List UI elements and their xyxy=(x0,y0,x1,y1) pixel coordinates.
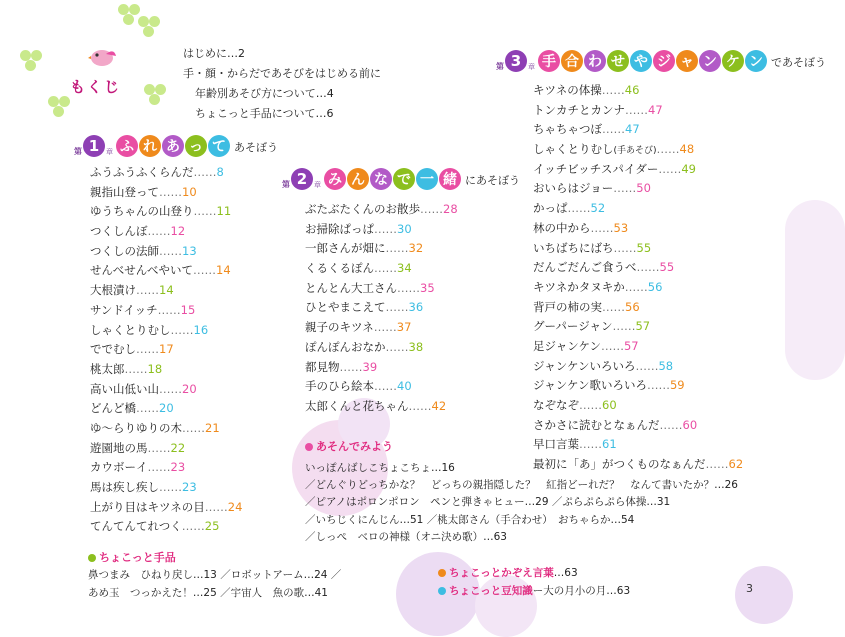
chapter-suffix: 章 xyxy=(106,148,113,156)
toc-item-name: 大根漬け xyxy=(90,283,136,298)
clover-decoration xyxy=(20,50,42,72)
toc-item-name: 馬は疾し疾し xyxy=(90,480,159,494)
page-title: もくじ xyxy=(70,78,122,96)
toc-item xyxy=(533,298,743,318)
green-dot-icon xyxy=(88,554,96,562)
title-char-ball: ャ xyxy=(676,50,698,72)
toc-item xyxy=(533,81,743,101)
toc-leader: …… xyxy=(385,241,409,256)
toc-item-name: おいらはジョー xyxy=(533,181,614,196)
toc-item-name: ででむし xyxy=(90,342,136,357)
title-char-ball: て xyxy=(208,135,230,157)
toc-item-name: せんべせんべやいて xyxy=(90,263,194,278)
toc-item-page: 13 xyxy=(182,243,197,258)
asobi-line: ／ピアノはポロンポロン ペンと弾きゃヒュー…29 ／ぷらぷらぷら体操…31 xyxy=(305,496,671,509)
toc-item xyxy=(90,439,242,459)
title-char-ball: っ xyxy=(185,135,207,157)
toc-item-page: 42 xyxy=(431,398,447,413)
toc-item-page: 30 xyxy=(397,221,412,236)
chotto-line: 鼻つまみ ひねり戻し…13 ／ロボットアーム…24 ／ xyxy=(88,569,342,581)
extra-label: ちょこっと豆知識 xyxy=(449,585,533,597)
toc-item xyxy=(533,396,743,416)
toc-item xyxy=(533,278,743,298)
toc-item-name: サンドイッチ xyxy=(90,302,158,317)
toc-item-page: 61 xyxy=(602,437,617,452)
toc-leader: …… xyxy=(385,339,409,354)
extra-line xyxy=(438,582,630,600)
toc-item-name: キツネの体操 xyxy=(533,83,602,97)
toc-item xyxy=(90,183,242,203)
bullet-dot-icon xyxy=(438,587,446,595)
toc-item xyxy=(90,380,242,400)
toc-leader: …… xyxy=(182,420,205,435)
toc-item xyxy=(90,517,242,537)
toc-item-page: 36 xyxy=(408,300,424,315)
intro-line: はじめに…2 xyxy=(183,47,245,60)
title-char-ball: や xyxy=(630,50,652,72)
toc-item-page: 47 xyxy=(648,102,663,117)
title-char-ball: ン xyxy=(699,50,721,72)
toc-leader: …… xyxy=(613,181,637,196)
intro-line: ちょこっと手品について…6 xyxy=(195,107,334,120)
toc-leader: …… xyxy=(374,379,397,394)
toc-leader: …… xyxy=(656,142,680,157)
toc-leader: …… xyxy=(420,202,443,216)
toc-item xyxy=(533,376,743,396)
toc-item-page: 50 xyxy=(636,181,651,196)
toc-item xyxy=(533,179,743,199)
toc-leader: …… xyxy=(567,201,591,216)
toc-item xyxy=(90,399,242,419)
toc-leader: …… xyxy=(159,480,182,494)
chapter-1-list xyxy=(90,163,242,537)
toc-leader: …… xyxy=(705,457,729,472)
toc-leader: …… xyxy=(374,221,397,236)
toc-leader: …… xyxy=(646,378,670,393)
toc-item xyxy=(533,101,743,121)
toc-item xyxy=(90,478,242,498)
toc-item-name: とんとん大工さん xyxy=(305,280,397,295)
toc-item xyxy=(305,397,458,417)
chapter-3-heading xyxy=(496,50,826,72)
toc-item xyxy=(533,239,743,259)
toc-leader: …… xyxy=(579,437,602,452)
toc-item-name: 林の中から xyxy=(533,220,591,235)
toc-item-name: 一郎さんが畑に xyxy=(305,241,386,256)
toc-item xyxy=(90,163,242,183)
toc-leader: …… xyxy=(397,280,420,295)
title-char-ball: ジ xyxy=(653,50,675,72)
toc-item-page: 18 xyxy=(147,361,163,376)
chotto-heading xyxy=(88,549,176,565)
toc-item-page: 10 xyxy=(182,184,197,199)
toc-item-page: 15 xyxy=(180,302,196,317)
toc-item-name: だんごだんご食うべ xyxy=(533,260,637,275)
toc-item-page: 12 xyxy=(170,224,186,239)
chapter-suffix: 章 xyxy=(314,181,321,189)
toc-item xyxy=(305,318,458,338)
toc-item-page: 24 xyxy=(227,499,243,514)
toc-item xyxy=(533,140,743,160)
toc-item-name: 背戸の柿の実 xyxy=(533,299,602,314)
toc-item-page: 56 xyxy=(625,299,640,314)
toc-item-page: 60 xyxy=(602,398,617,412)
toc-leader: …… xyxy=(635,358,659,373)
extra-line xyxy=(438,564,630,582)
toc-item-name: 高い山低い山 xyxy=(90,381,159,396)
toc-item xyxy=(90,301,242,321)
toc-item-note: (手あそび) xyxy=(613,146,657,157)
toc-item-name: 手のひら絵本 xyxy=(305,379,374,394)
toc-item-page: 8 xyxy=(216,165,224,179)
toc-item-name: ぶたぶたくんのお散歩 xyxy=(305,202,420,216)
toc-leader: …… xyxy=(659,417,683,432)
toc-item-name: グーパージャン xyxy=(533,319,613,334)
toc-item-page: 49 xyxy=(681,161,696,176)
toc-item xyxy=(90,360,242,380)
toc-item xyxy=(305,377,458,397)
chotto-title-text: ちょこっと手品 xyxy=(99,551,176,564)
toc-leader: …… xyxy=(159,243,182,258)
toc-item-name: てんてんてれつく xyxy=(90,519,182,534)
toc-item-name: ひとやまこえて xyxy=(305,300,386,315)
toc-item-page: 60 xyxy=(682,417,698,432)
toc-item-name: 親子のキツネ xyxy=(305,320,374,335)
toc-item-name: トンカチとカンナ xyxy=(533,102,625,117)
toc-item xyxy=(533,435,743,455)
toc-item-page: 21 xyxy=(205,420,220,435)
toc-item xyxy=(305,259,458,279)
toc-item-name: 上がり目はキツネの目 xyxy=(90,499,205,514)
toc-item-page: 53 xyxy=(613,220,629,235)
toc-leader: …… xyxy=(374,261,397,276)
chotto-list xyxy=(88,566,341,602)
toc-item-page: 52 xyxy=(590,201,606,216)
toc-item-name: 遊園地の馬 xyxy=(90,440,148,455)
decor-circle xyxy=(735,566,793,624)
title-char-ball: 一 xyxy=(416,168,438,190)
toc-item xyxy=(533,199,743,219)
asobi-line: ／どんぐりどっちかな？ どっちの親指隠した？ 紅指どーれだ？ なんて書いたか？…26 xyxy=(305,479,738,492)
decor-circle xyxy=(785,200,845,380)
toc-leader: …… xyxy=(612,319,636,334)
asobi-line: いっぽんばしこちょこちょ…16 xyxy=(305,462,455,474)
title-char-ball: ン xyxy=(745,50,767,72)
toc-item-name: ゆ〜らりゆりの木 xyxy=(90,420,182,435)
toc-leader: …… xyxy=(147,460,171,475)
toc-leader: …… xyxy=(373,320,397,335)
extras-list xyxy=(438,564,630,600)
title-char-ball: な xyxy=(370,168,392,190)
toc-item-page: 25 xyxy=(204,519,220,534)
toc-item-name: お掃除ぱっぱ xyxy=(305,221,374,236)
toc-item-page: 55 xyxy=(659,260,675,275)
toc-item-name: 桃太郎 xyxy=(90,361,125,376)
toc-item-page: 47 xyxy=(625,122,640,137)
toc-item-name: 足ジャンケン xyxy=(533,338,601,353)
title-char-ball: ん xyxy=(347,168,369,190)
toc-leader: …… xyxy=(204,499,228,514)
intro-line: 年齢別あそび方について…4 xyxy=(195,87,334,100)
toc-item-page: 32 xyxy=(408,241,424,256)
title-char-ball: せ xyxy=(607,50,629,72)
toc-leader: …… xyxy=(181,519,205,534)
toc-leader: …… xyxy=(136,401,159,416)
toc-item xyxy=(533,160,743,180)
asobi-line: ／いちじくにんじん…51 ／桃太郎さん（手合わせ） おちゃらか…54 xyxy=(305,513,635,526)
toc-leader: …… xyxy=(625,102,648,117)
toc-item-name: つくしの法師 xyxy=(90,243,159,258)
toc-item-page: 59 xyxy=(669,378,685,393)
toc-leader: …… xyxy=(385,300,409,315)
chapter-title-tail: であそぼう xyxy=(771,56,826,69)
toc-item-name: 最初に「あ」がつくものなぁんだ xyxy=(533,457,706,472)
toc-item-name: ゆうちゃんの山登り xyxy=(90,204,194,219)
toc-item-page: 46 xyxy=(624,83,640,97)
toc-item-page: 17 xyxy=(159,342,174,357)
toc-item-name: いちばちにばち xyxy=(533,240,614,255)
chapter-prefix: 第 xyxy=(282,180,290,189)
chapter-title-tail: あそぼう xyxy=(234,141,278,154)
title-char-ball: ケ xyxy=(722,50,744,72)
toc-leader: …… xyxy=(157,302,181,317)
toc-item-name: しゃくとりむし xyxy=(90,322,171,337)
extra-label: ちょこっとかぞえ言葉 xyxy=(449,567,554,579)
chapter-number-badge: 1 xyxy=(83,135,105,157)
toc-item-name: ちゃちゃつぼ xyxy=(533,122,602,137)
toc-item-name: 都見物 xyxy=(305,359,340,374)
toc-item xyxy=(90,222,242,242)
toc-item-page: 58 xyxy=(658,358,674,373)
clover-decoration xyxy=(118,4,140,26)
toc-item-page: 14 xyxy=(159,283,174,298)
toc-item xyxy=(305,200,458,220)
toc-item xyxy=(90,202,242,222)
toc-leader: …… xyxy=(136,342,159,357)
toc-item-page: 20 xyxy=(182,381,197,396)
toc-item-name: なぞなぞ xyxy=(533,398,579,412)
bird-icon xyxy=(88,46,118,68)
toc-item-page: 11 xyxy=(216,204,232,219)
toc-item-page: 22 xyxy=(170,440,186,455)
toc-item-name: ジャンケンいろいろ xyxy=(533,358,636,373)
chapter-suffix: 章 xyxy=(528,63,535,71)
toc-item-name: さかさに読むとなぁんだ xyxy=(533,417,660,432)
toc-item-page: 57 xyxy=(623,338,639,353)
mokuji-emblem xyxy=(58,40,158,120)
toc-item-page: 55 xyxy=(636,240,652,255)
toc-item xyxy=(533,219,743,239)
toc-item-name: どんど橋 xyxy=(90,401,136,416)
toc-item-page: 14 xyxy=(216,263,231,278)
chapter-number-badge: 3 xyxy=(505,50,527,72)
toc-leader: …… xyxy=(602,299,625,314)
toc-item-name: かっぱ xyxy=(533,201,568,216)
toc-leader: …… xyxy=(124,361,148,376)
toc-leader: …… xyxy=(339,359,363,374)
clover-decoration xyxy=(138,16,160,38)
toc-leader: …… xyxy=(193,204,217,219)
asobi-title-text: あそんでみよう xyxy=(316,440,393,453)
title-char-ball: 緒 xyxy=(439,168,461,190)
toc-item-name: ふうふうふくらんだ xyxy=(90,165,194,179)
title-char-ball: ふ xyxy=(116,135,138,157)
toc-leader: …… xyxy=(193,263,217,278)
toc-leader: …… xyxy=(601,83,625,97)
toc-item xyxy=(90,242,242,262)
toc-item-page: 37 xyxy=(396,320,412,335)
asobi-line: ／しっぺ ベロの神様（オニ決め歌）…63 xyxy=(305,530,507,543)
toc-leader: …… xyxy=(579,398,602,412)
chotto-line: あめ玉 つっかえた！…25 ／宇宙人 魚の歌…41 xyxy=(88,587,328,599)
intro-list xyxy=(183,44,381,124)
title-char-ball: で xyxy=(393,168,415,190)
toc-leader: …… xyxy=(602,122,625,137)
toc-item xyxy=(90,340,242,360)
toc-item-page: 38 xyxy=(408,339,424,354)
toc-leader: …… xyxy=(170,322,194,337)
toc-item xyxy=(533,317,743,337)
toc-item-name: くるくるぽん xyxy=(305,261,374,276)
toc-item-name: キツネかタヌキか xyxy=(533,279,625,294)
chapter-prefix: 第 xyxy=(74,147,82,156)
toc-leader: …… xyxy=(147,224,171,239)
chapter-3-list xyxy=(533,81,743,475)
toc-item-page: 28 xyxy=(443,202,458,216)
title-char-ball: れ xyxy=(139,135,161,157)
title-char-ball: 合 xyxy=(561,50,583,72)
toc-item xyxy=(533,357,743,377)
intro-line: 手・顔・からだであそびをはじめる前に xyxy=(183,67,381,80)
chapter-2-heading xyxy=(282,168,520,190)
toc-item xyxy=(305,358,458,378)
toc-leader: …… xyxy=(408,398,432,413)
toc-item-name: ぽんぽんおなか xyxy=(305,339,386,354)
toc-item xyxy=(305,338,458,358)
toc-item xyxy=(533,120,743,140)
toc-leader: …… xyxy=(159,381,182,396)
toc-item-name: ジャンケン歌いろいろ xyxy=(533,378,647,393)
toc-leader: …… xyxy=(600,338,624,353)
chapter-2-list xyxy=(305,200,458,417)
toc-item-page: 23 xyxy=(170,460,186,475)
toc-item-page: 56 xyxy=(647,279,663,294)
toc-item-name: イッチビッチスパイダー xyxy=(533,161,659,176)
toc-item-name: 太郎くんと花ちゃん xyxy=(305,398,409,413)
toc-item-page: 34 xyxy=(397,261,412,276)
toc-leader: …… xyxy=(159,184,182,199)
toc-item xyxy=(305,298,458,318)
toc-item-name: つくしんぼ xyxy=(90,224,148,239)
toc-item-page: 23 xyxy=(182,480,197,494)
extra-rest: ー大の月小の月…63 xyxy=(532,585,631,597)
toc-item xyxy=(533,416,743,436)
toc-item-page: 40 xyxy=(397,379,412,394)
toc-item xyxy=(305,220,458,240)
toc-item-page: 35 xyxy=(420,280,435,295)
page-number: 3 xyxy=(746,582,753,595)
toc-item xyxy=(533,258,743,278)
toc-leader: …… xyxy=(136,283,159,298)
toc-item xyxy=(90,281,242,301)
toc-leader: …… xyxy=(147,440,171,455)
extra-rest: …63 xyxy=(553,567,578,579)
toc-item xyxy=(533,337,743,357)
toc-item-page: 57 xyxy=(635,319,651,334)
toc-leader: …… xyxy=(658,161,682,176)
toc-item xyxy=(90,419,242,439)
toc-item xyxy=(305,279,458,299)
toc-item-name: カウボーイ xyxy=(90,460,148,475)
title-char-ball: み xyxy=(324,168,346,190)
toc-leader: …… xyxy=(613,240,637,255)
title-char-ball: 手 xyxy=(538,50,560,72)
toc-item xyxy=(305,239,458,259)
toc-item-page: 16 xyxy=(193,322,209,337)
chapter-title-tail: にあそぼう xyxy=(465,174,520,187)
toc-item-name: 親指山登って xyxy=(90,184,159,199)
toc-item-name: 早口言葉 xyxy=(533,437,579,452)
toc-item-page: 20 xyxy=(159,401,174,416)
asobi-heading xyxy=(305,438,393,454)
toc-item xyxy=(90,261,242,281)
title-char-ball: あ xyxy=(162,135,184,157)
toc-item xyxy=(90,458,242,478)
toc-item xyxy=(90,321,242,341)
toc-leader: …… xyxy=(624,279,648,294)
toc-item-name: しゃくとりむし xyxy=(533,142,614,157)
chapter-number-badge: 2 xyxy=(291,168,313,190)
toc-leader: …… xyxy=(590,220,614,235)
toc-item-page: 39 xyxy=(362,359,378,374)
toc-leader: …… xyxy=(193,165,217,179)
title-char-ball: わ xyxy=(584,50,606,72)
pink-dot-icon xyxy=(305,443,313,451)
toc-leader: …… xyxy=(636,260,660,275)
chapter-1-heading xyxy=(74,135,278,157)
toc-item xyxy=(90,498,242,518)
chapter-prefix: 第 xyxy=(496,62,504,71)
bullet-dot-icon xyxy=(438,569,446,577)
asobi-list xyxy=(305,460,738,546)
toc-item-page: 62 xyxy=(728,457,744,472)
toc-item-page: 48 xyxy=(679,142,695,157)
